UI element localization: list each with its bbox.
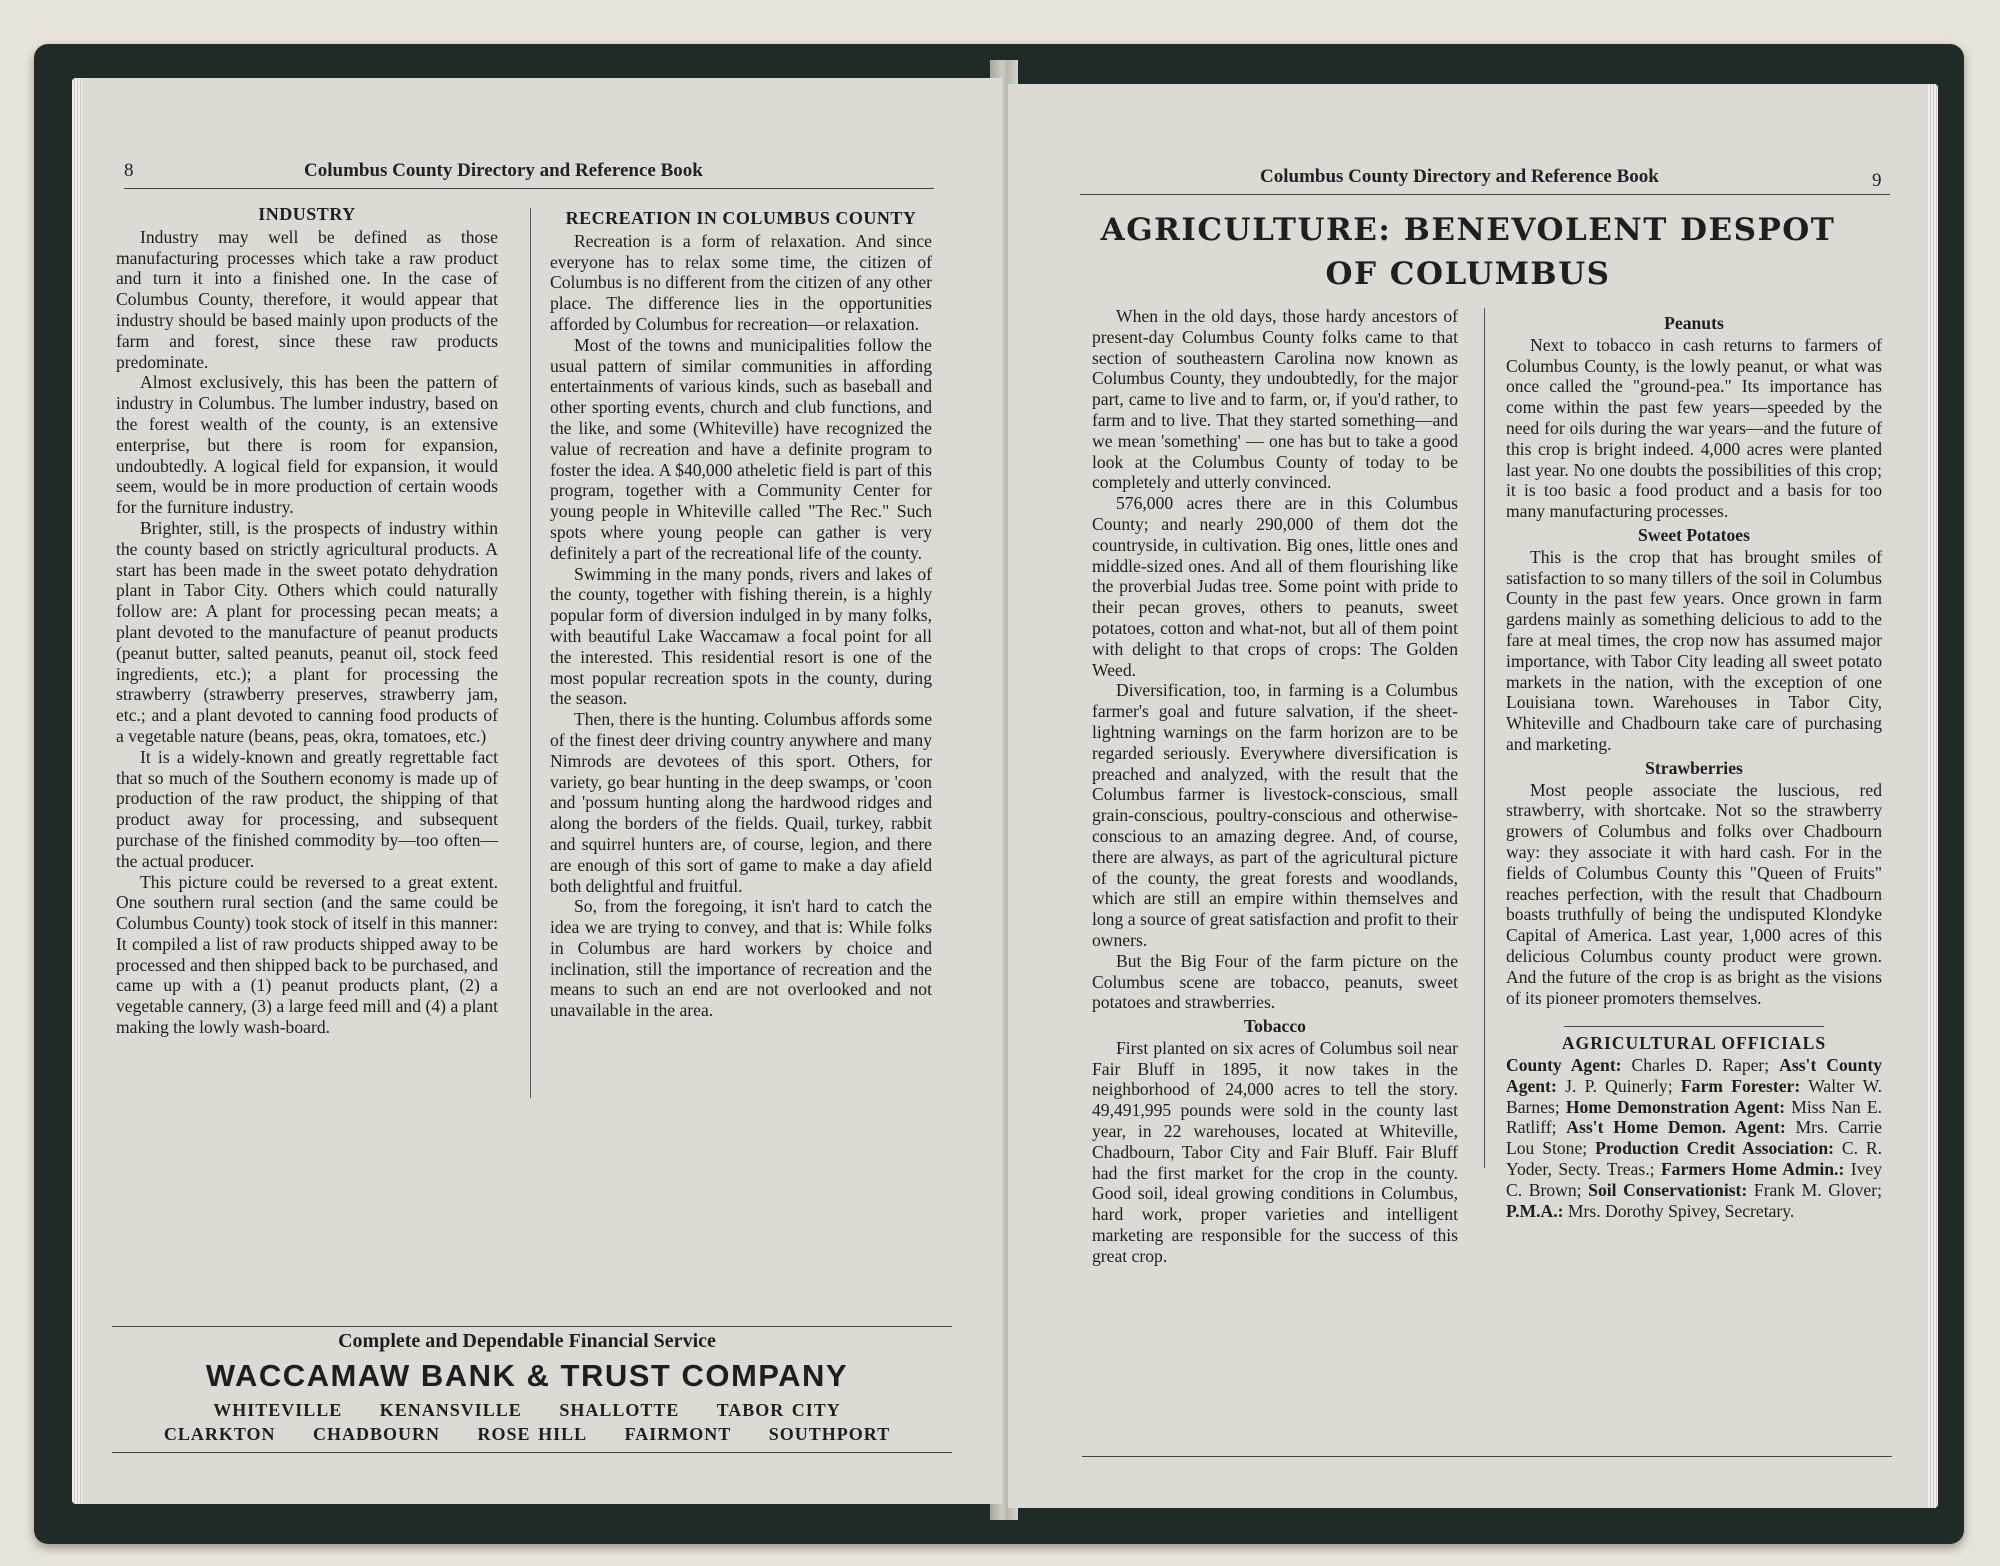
running-head: Columbus County Directory and Reference Book <box>304 160 703 181</box>
town: CLARKTON <box>163 1424 276 1444</box>
officials-heading: AGRICULTURAL OFFICIALS <box>1561 1033 1827 1054</box>
town: TABOR CITY <box>716 1400 841 1420</box>
paragraph: This is the crop that has brought smiles of satisfaction to so many tillers of the soil in Columbus County in the past few years. Once grown in farm gardens mainly as something delicious to add to the fare at meal times, the crop now has assumed major importance, with Tabor City leading all sweet potato markets in the nation, with the exception of one Louisiana town. Warehouses in Tabor City, Whiteville and Chadbourn take care of purchasing and marketing. <box>1506 546 1882 754</box>
official-name: Walter W. Barnes; <box>1506 1075 1883 1117</box>
left-page <box>72 78 1002 1504</box>
page-edges <box>1928 84 1938 1508</box>
official-name: Mrs. Carrie Lou Stone; <box>1506 1117 1882 1159</box>
paragraph: It is a widely-known and greatly regrettable fact that so much of the Southern economy is made up of production of the raw product, the shipping of that product away for processing, and subsequent purchase of the finished commodity by—too often—the actual producer. <box>116 746 498 871</box>
town: SHALLOTTE <box>559 1400 680 1420</box>
official-title: Home Demonstration Agent: <box>1565 1096 1786 1117</box>
right-page <box>1008 84 1938 1508</box>
paragraph: When in the old days, those hardy ancestors of present-day Columbus County folks came to that section of southeastern Carolina now known as Columbus County, they undoubtedly, for the major part, came to live and to farm, or, if you'd rather, to farm and to live. That they started something—and we mean 'something' — one has but to take a good look at the Columbus County of today to be completely and utterly convinced. <box>1092 306 1458 493</box>
paragraph: Next to tobacco in cash returns to farmers of Columbus County, is the lowly peanut, or what was once called the "ground-pea." Its importance has come within the past few years—speeded by the need for oils during the war years—and the future of this crop is bright indeed. 4,000 acres were planted last year. No one doubts the possibilities of this crop; it is too basic a food product and a basis for too many manufacturing processes. <box>1506 334 1882 522</box>
official-title: Ass't Home Demon. Agent: <box>1566 1117 1786 1138</box>
official-title: Ass't County Agent: <box>1506 1055 1882 1096</box>
article-title-line2: OF COLUMBUS <box>1325 256 1611 292</box>
ad-bottom-rule <box>112 1452 952 1453</box>
header-rule <box>124 188 934 189</box>
official-title: Farm Forester: <box>1680 1075 1801 1096</box>
ad-towns-line2 <box>112 1424 942 1445</box>
page-number: 8 <box>124 160 134 181</box>
page-edges <box>72 78 82 1504</box>
town: KENANSVILLE <box>379 1400 522 1420</box>
official-title: Farmers Home Admin.: <box>1660 1159 1845 1180</box>
ad-top-rule <box>112 1326 952 1327</box>
official-title: P.M.A.: <box>1506 1200 1564 1221</box>
official-name: Miss Nan E. Ratliff; <box>1506 1096 1882 1138</box>
column-divider <box>1484 308 1485 1168</box>
page-number: 9 <box>1872 170 1882 191</box>
official-name: Mrs. Dorothy Spivey, Secretary. <box>1567 1200 1795 1221</box>
header-rule <box>1080 194 1890 195</box>
town: FAIRMONT <box>624 1424 732 1444</box>
official-title: County Agent: <box>1506 1055 1622 1076</box>
paragraph: Swimming in the many ponds, rivers and lakes of the county, together with fishing therein, is a highly popular form of diversion indulged in by many folks, with beautiful Lake Waccamaw a focal point for all the interested. This residential resort is one of the most popular recreation spots in the county, during the season. <box>550 563 932 709</box>
paragraph: 576,000 acres there are in this Columbus County; and nearly 290,000 of them dot the countryside, in cultivation. Big ones, little ones and middle-sized ones. And all of them flourishing like the proverbial Judas tree. Some point with pride to their pecan groves, others to peanuts, sweet potatoes, cotton and what-not, but all of them point with delight to that crops of crops: The Golden Weed. <box>1092 493 1458 680</box>
ad-towns-line1 <box>112 1400 942 1421</box>
bank-name: WACCAMAW BANK & TRUST COMPANY <box>205 1358 849 1393</box>
official-name: Frank M. Glover; <box>1753 1179 1882 1200</box>
official-name: Charles D. Raper; <box>1631 1055 1770 1076</box>
paragraph: Then, there is the hunting. Columbus affords some of the finest deer driving country anywhere and many Nimrods are devotees of this sport. Others, for variety, go bear hunting in the deep swamps, or 'coon and 'possum hunting along the hardwood ridges and along the borders of the fields. Quail, turkey, rabbit and squirrel hunters are, of course, legion, and there are enough of this sort of game to make a day afield both delightful and fruitful. <box>550 709 932 896</box>
column-divider <box>530 208 531 1098</box>
industry-heading: INDUSTRY <box>258 204 356 224</box>
paragraph: Almost exclusively, this has been the pattern of industry in Columbus. The lumber industry, based on the forest wealth of the county, is an extensive enterprise, but there is room for expansion, undoubtedly. A logical field for expansion, it would seem, would be in more production of certain woods for the furniture industry. <box>116 372 498 518</box>
strawberries-heading: Strawberries <box>1645 757 1743 778</box>
ad-tagline: Complete and Dependable Financial Service <box>338 1330 716 1352</box>
paragraph: Recreation is a form of relaxation. And since everyone has to relax some time, the citizen of Columbus is no different from the citizen of any other place. The difference lies in the opportunities afforded by Columbus for recreation—or relaxation. <box>550 230 932 334</box>
tobacco-heading: Tobacco <box>1244 1016 1306 1037</box>
paragraph: Most people associate the luscious, red strawberry, with shortcake. Not so the strawberry growers of Columbus and folks over Chadbourn way: they associate it with hard cash. For in the fields of Columbus County this "Queen of Fruits" reaches perfection, with the result that Chadbourn boasts truthfully of being the undisputed Klondyke Capital of America. Last year, 1,000 acres of this delicious Columbus county product were grown. And the future of the crop is as bright as the visions of its pioneer promoters themselves. <box>1506 779 1882 1008</box>
page-bottom-rule <box>1082 1456 1892 1457</box>
running-head: Columbus County Directory and Reference Book <box>1260 166 1659 187</box>
town: CHADBOURN <box>313 1424 441 1444</box>
agriculture-column-2 <box>1506 310 1882 1221</box>
paragraph: But the Big Four of the farm picture on the Columbus scene are tobacco, peanuts, sweet potatoes and strawberries. <box>1092 950 1458 1013</box>
official-name: J. P. Quinerly; <box>1565 1075 1673 1096</box>
official-title: Production Credit Association: <box>1595 1138 1834 1159</box>
paragraph: So, from the foregoing, it isn't hard to catch the idea we are trying to convey, and that is: While folks in Columbus are hard workers by choice and inclination, still the importance of recreation and the means to such an end are not overlooked and not unavailable in the area. <box>550 896 932 1021</box>
town: SOUTHPORT <box>768 1424 891 1444</box>
paragraph: Industry may well be defined as those manufacturing processes which take a raw product and turn it into a finished one. In the case of Columbus County, therefore, it would appear that industry should be based mainly upon products of the farm and forest, since these raw products predominate. <box>116 226 498 372</box>
agriculture-column-1 <box>1092 306 1458 1267</box>
recreation-heading: RECREATION IN COLUMBUS COUNTY <box>565 208 917 228</box>
officials-list <box>1506 1055 1882 1221</box>
peanuts-heading: Peanuts <box>1664 313 1724 333</box>
town: WHITEVILLE <box>213 1400 343 1420</box>
paragraph: First planted on six acres of Columbus soil near Fair Bluff in 1895, it now takes in the neighborhood of 24,000 acres to tell the story. 49,491,995 pounds were sold in the county last year, in 22 warehouses, located at Whiteville, Chadbourn, Tabor City and Fair Bluff. Fair Bluff had the first market for the crop in the county. Good soil, ideal growing conditions in Columbus, hard work, proper varieties and intelligent marketing are responsible for the success of this great crop. <box>1092 1037 1458 1266</box>
sweet-potatoes-heading: Sweet Potatoes <box>1638 524 1750 545</box>
paragraph: Brighter, still, is the prospects of industry within the county based on strictly agricultural products. A start has been made in the sweet potato dehydration plant in Tabor City. Others which could naturally follow are: A plant for processing pecan meats; a plant devoted to the manufacture of peanut products (peanut butter, salted peanuts, peanut oil, stock feed ingredients, etc.); a plant for processing the strawberry (strawberry preserves, strawberry jam, etc.; and a plant devoted to canning food products of a vegetable nature (beans, peas, okra, tomatoes, etc.) <box>116 517 498 746</box>
town: ROSE HILL <box>477 1424 588 1444</box>
official-name: C. R. Yoder, Secty. Treas.; <box>1506 1138 1883 1180</box>
article-title-line1: AGRICULTURE: BENEVOLENT DESPOT <box>1100 212 1836 248</box>
paragraph: Most of the towns and municipalities follow the usual pattern of similar communities in affording entertainments of various kinds, such as baseball and other sporting events, church and club functions, and the like, and some (Whiteville) have recognized the value of recreation and have a definite program to foster the idea. A $40,000 atheletic field is part of this program, together with a Community Center for young people in Whiteville called "The Rec." Such spots where young people can gather is very definitely a part of the recreational life of the county. <box>550 334 932 563</box>
paragraph: Diversification, too, in farming is a Columbus farmer's goal and future salvation, if the sheet-lightning warnings on the farm horizon are to be regarded seriously. Everywhere diversification is preached and analyzed, with the result that the Columbus farmer is livestock-conscious, small grain-conscious, poultry-conscious and otherwise-conscious to an amazing degree. And, of course, there are always, as part of the agricultural picture of the county, the great forests and woodlands, which are still an empire within themselves and long a source of great satisfaction and profit to their owners. <box>1092 680 1458 950</box>
recreation-column <box>550 206 932 1021</box>
official-title: Soil Conservationist: <box>1588 1179 1748 1200</box>
officials-rule <box>1564 1026 1824 1027</box>
paragraph: This picture could be reversed to a great extent. One southern rural section (and the same could be Columbus County) took stock of itself in this manner: It compiled a list of raw products shipped away to be processed and then shipped back to be purchased, and came up with a (1) peanut products plant, (2) a vegetable cannery, (3) a large feed mill and (4) a plant making the lowly wash-board. <box>116 871 498 1038</box>
industry-column <box>116 202 498 1038</box>
official-name: Ivey C. Brown; <box>1506 1159 1882 1200</box>
